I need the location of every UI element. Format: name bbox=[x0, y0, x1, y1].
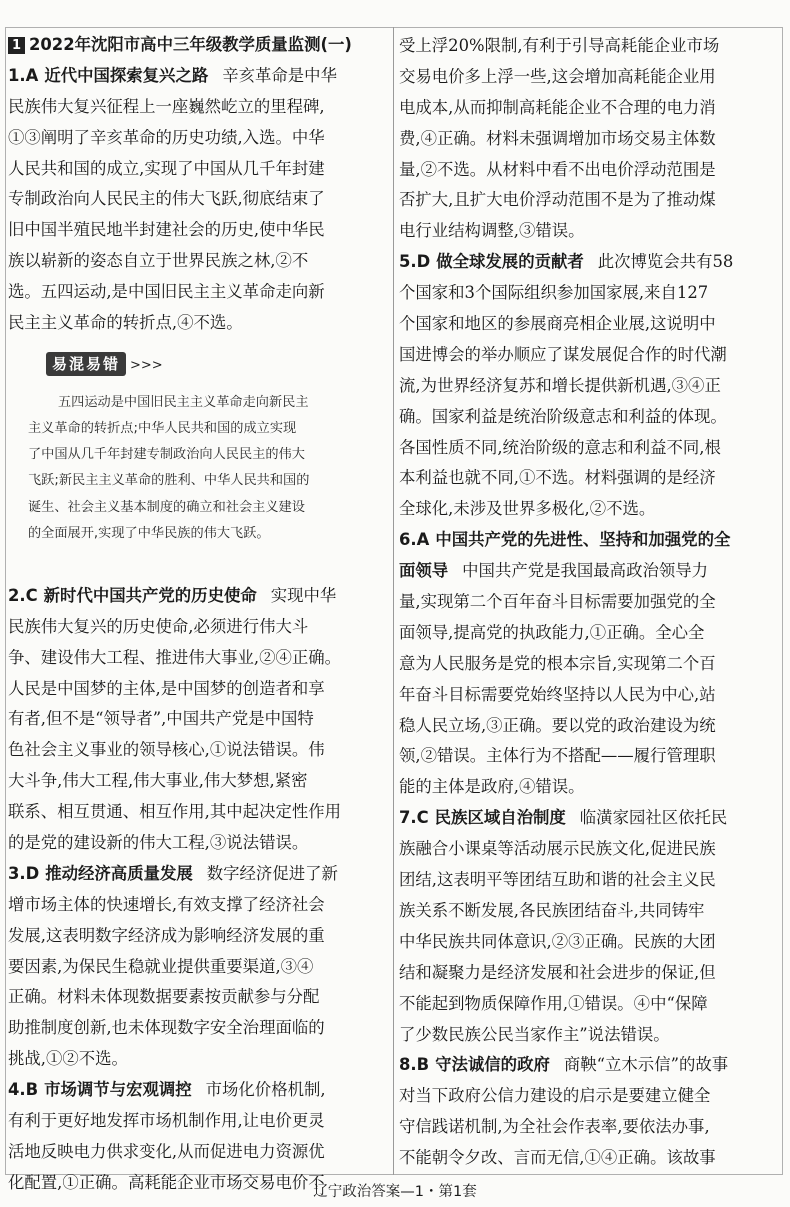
q1-text-line: 专制政治向人民民主的伟大飞跃,彻底结束了 bbox=[8, 189, 325, 209]
q1-text-line: 人民共和国的成立,实现了中国从几千年封建 bbox=[8, 158, 325, 178]
q4-text-line: 电成本,从而抑制高耗能企业不合理的电力消 bbox=[399, 97, 716, 117]
q4-text-line: 否扩大,且扩大电价浮动范围不是为了推动煤 bbox=[399, 190, 716, 210]
q7-text-line: 团结,这表明平等团结互助和谐的社会主义民 bbox=[399, 870, 716, 890]
q3-text-line: 要因素,为保民生稳就业提供重要渠道,③④ bbox=[8, 956, 314, 976]
q5-text-line: 流,为世界经济复苏和增长提供新机遇,③④正 bbox=[399, 375, 721, 395]
q8-text-line: 商鞅“立木示信”的故事 bbox=[563, 1055, 729, 1075]
q8-text-line: 对当下政府公信力建设的启示是要建立健全 bbox=[399, 1086, 711, 1106]
callout-line: 主义革命的转折点;中华人民共和国的成立实现 bbox=[28, 421, 297, 436]
q1-text-line: 族以崭新的姿态自立于世界民族之林,②不 bbox=[8, 251, 309, 271]
exam-title: 2022年沈阳市高中三年级教学质量监测(一) bbox=[29, 35, 352, 54]
callout-line: 的全面展开,实现了中华民族的伟大飞跃。 bbox=[28, 525, 270, 541]
page-footer: 辽宁政治答案—1・第1套 bbox=[313, 1184, 477, 1200]
q7-text-line: 结和凝聚力是经济发展和社会进步的保证,但 bbox=[399, 962, 716, 982]
q2-text-line: 大斗争,伟大工程,伟大事业,伟大梦想,紧密 bbox=[8, 771, 308, 791]
q8-first-line bbox=[399, 1050, 779, 1081]
q1-text-line: 民族伟大复兴征程上一座巍然屹立的里程碑, bbox=[8, 96, 325, 116]
q5-text-line: 全球化,未涉及世界多极化,②不选。 bbox=[399, 499, 656, 519]
q2-text-line: 的是党的建设新的伟大工程,③说法错误。 bbox=[8, 833, 309, 853]
q3-first-line bbox=[8, 859, 388, 890]
q4-text-line: 电行业结构调整,③错误。 bbox=[399, 221, 585, 241]
q6-text-line: 中国共产党是我国最高政治领导力 bbox=[462, 561, 709, 581]
q5-text-line: 此次博览会共有58 bbox=[597, 252, 734, 272]
callout-line: 飞跃;新民主主义革命的胜利、中华人民共和国的 bbox=[28, 473, 310, 489]
q8-text-line: 不能朝令夕改、言而无信,①④正确。该故事 bbox=[399, 1148, 716, 1168]
q4-text-line: 有利于更好地发挥市场机制作用,让电价更灵 bbox=[8, 1111, 325, 1131]
q6-first-line bbox=[399, 525, 779, 556]
q4-first-line bbox=[8, 1075, 388, 1106]
q1-text-line: 旧中国半殖民地半封建社会的历史,使中华民 bbox=[8, 220, 325, 240]
q6-text-line: 意为人民服务是党的根本宗旨,实现第二个百 bbox=[399, 653, 716, 673]
q3-text-line: 增市场主体的快速增长,有效支撑了经济社会 bbox=[8, 894, 325, 914]
q1-text-line: ①③阐明了辛亥革命的历史功绩,入选。中华 bbox=[8, 127, 325, 147]
q7-number: 7.C bbox=[399, 808, 429, 828]
q4-topic: 市场调节与宏观调控 bbox=[44, 1080, 192, 1100]
q3-text-line: 发展,这表明数字经济成为影响经济发展的重 bbox=[8, 925, 325, 945]
q3-text-line: 助推制度创新,也未体现数字安全治理面临的 bbox=[8, 1018, 325, 1038]
q6-text-line: 面领导,提高党的执政能力,①正确。全心全 bbox=[399, 622, 705, 642]
q5-text-line: 个国家和地区的参展商亮相企业展,这说明中 bbox=[399, 314, 716, 334]
q8-topic: 守法诚信的政府 bbox=[435, 1055, 550, 1075]
q5-text-line: 确。国家利益是统治阶级意志和利益的体现。 bbox=[399, 406, 727, 426]
q4-text-line: 活地反映电力供求变化,从而促进电力资源优 bbox=[8, 1141, 325, 1161]
q6-topic-continued: 面领导 bbox=[399, 561, 449, 581]
q5-text-line: 个国家和3个国际组织参加国家展,来自127 bbox=[399, 283, 709, 303]
q3-number: 3.D bbox=[8, 863, 40, 883]
q3-topic: 推动经济高质量发展 bbox=[45, 863, 193, 883]
q6-topic: 中国共产党的先进性、坚持和加强党的全 bbox=[435, 530, 731, 550]
q4-number: 4.B bbox=[8, 1080, 39, 1100]
callout-line: 了中国从几千年封建专制政治向人民民主的伟大 bbox=[28, 447, 305, 463]
q1-text-line: 选。五四运动,是中国旧民主主义革命走向新 bbox=[8, 282, 325, 302]
q4-text-line: 化配置,①正确。高耗能企业市场交易电价不 bbox=[8, 1172, 325, 1192]
q5-number: 5.D bbox=[399, 252, 431, 272]
q1-topic: 近代中国探索复兴之路 bbox=[44, 65, 209, 85]
q2-text-line: 有者,但不是“领导者”,中国共产党是中国特 bbox=[8, 709, 314, 729]
q4-text-line: 市场化价格机制, bbox=[205, 1080, 326, 1100]
q2-topic: 新时代中国共产党的历史使命 bbox=[43, 585, 257, 605]
q7-topic: 民族区域自治制度 bbox=[434, 808, 566, 828]
q2-number: 2.C bbox=[8, 585, 38, 605]
q7-text-line: 了少数民族公民当家作主”说法错误。 bbox=[399, 1024, 670, 1044]
q2-text-line: 人民是中国梦的主体,是中国梦的创造者和享 bbox=[8, 678, 325, 698]
q4-text-line: 交易电价多上浮一些,这会增加高耗能企业用 bbox=[399, 66, 716, 86]
column-divider bbox=[393, 27, 394, 1175]
q2-text-line: 民族伟大复兴的历史使命,必须进行伟大斗 bbox=[8, 616, 309, 636]
q3-text-line: 挑战,①②不选。 bbox=[8, 1049, 128, 1069]
q1-text-line: 辛亥革命是中华 bbox=[222, 65, 337, 85]
right-column bbox=[399, 31, 779, 1174]
header-number-badge: 1 bbox=[8, 37, 25, 54]
q5-first-line bbox=[399, 247, 779, 278]
q4-text-line: 受上浮20%限制,有利于引导高耗能企业市场 bbox=[399, 36, 720, 55]
q7-text-line: 临潢家园社区依托民 bbox=[579, 808, 728, 828]
q2-text-line: 色社会主义事业的领导核心,①说法错误。伟 bbox=[8, 740, 325, 760]
q2-text-line: 联系、相互贯通、相互作用,其中起决定性作用 bbox=[8, 802, 342, 822]
easy-mistake-callout bbox=[8, 349, 388, 575]
q2-first-line bbox=[8, 581, 388, 612]
q5-topic: 做全球发展的贡献者 bbox=[436, 252, 584, 272]
q6-number: 6.A bbox=[399, 530, 430, 550]
q3-text-line: 正确。材料未体现数据要素按贡献参与分配 bbox=[8, 987, 320, 1007]
q7-text-line: 族关系不断发展,各民族团结奋斗,共同铸牢 bbox=[399, 900, 705, 920]
left-column bbox=[8, 30, 388, 1199]
q6-second-line bbox=[399, 556, 779, 587]
callout-badge: 易混易错 bbox=[46, 352, 126, 376]
q7-first-line bbox=[399, 803, 779, 834]
q5-text-line: 各国性质不同,统治阶级的意志和利益不同,根 bbox=[399, 437, 721, 457]
q1-number: 1.A bbox=[8, 65, 39, 85]
q6-text-line: 能的主体是政府,④错误。 bbox=[399, 777, 585, 797]
q6-text-line: 年奋斗目标需要党始终坚持以人民为中心,站 bbox=[399, 684, 716, 704]
callout-body bbox=[28, 390, 373, 547]
q7-text-line: 族融合小课桌等活动展示民族文化,促进民族 bbox=[399, 839, 716, 859]
q4-text-line: 量,②不选。从材料中看不出电价浮动范围是 bbox=[399, 159, 716, 179]
q8-text-line: 守信践诺机制,为全社会作表率,要依法办事, bbox=[399, 1117, 710, 1137]
q3-text-line: 数字经济促进了新 bbox=[206, 863, 338, 883]
q5-text-line: 国进博会的举办顺应了谋发展促合作的时代潮 bbox=[399, 344, 727, 364]
q6-text-line: 稳人民立场,③正确。要以党的政治建设为统 bbox=[399, 715, 716, 735]
q6-text-line: 量,实现第二个百年奋斗目标需要加强党的全 bbox=[399, 592, 716, 612]
q8-number: 8.B bbox=[399, 1055, 430, 1075]
q4-text-line: 费,④正确。材料未强调增加市场交易主体数 bbox=[399, 128, 716, 148]
q1-text-line: 民主主义革命的转折点,④不选。 bbox=[8, 313, 243, 333]
callout-line: 五四运动是中国旧民主主义革命走向新民主 bbox=[58, 394, 309, 410]
q6-text-line: 领,②错误。主体行为不搭配——履行管理职 bbox=[399, 746, 716, 766]
callout-arrows: >>> bbox=[130, 357, 163, 373]
callout-line: 诞生、社会主义基本制度的确立和社会主义建设 bbox=[28, 499, 305, 515]
exam-header bbox=[8, 30, 388, 61]
q7-text-line: 不能起到物质保障作用,①错误。④中“保障 bbox=[399, 993, 708, 1013]
q1-first-line bbox=[8, 61, 388, 92]
q7-text-line: 中华民族共同体意识,②③正确。民族的大团 bbox=[399, 931, 716, 951]
q2-text-line: 争、建设伟大工程、推进伟大事业,②④正确。 bbox=[8, 647, 342, 667]
q5-text-line: 本利益也就不同,①不选。材料强调的是经济 bbox=[399, 468, 716, 488]
q2-text-line: 实现中华 bbox=[270, 585, 337, 605]
